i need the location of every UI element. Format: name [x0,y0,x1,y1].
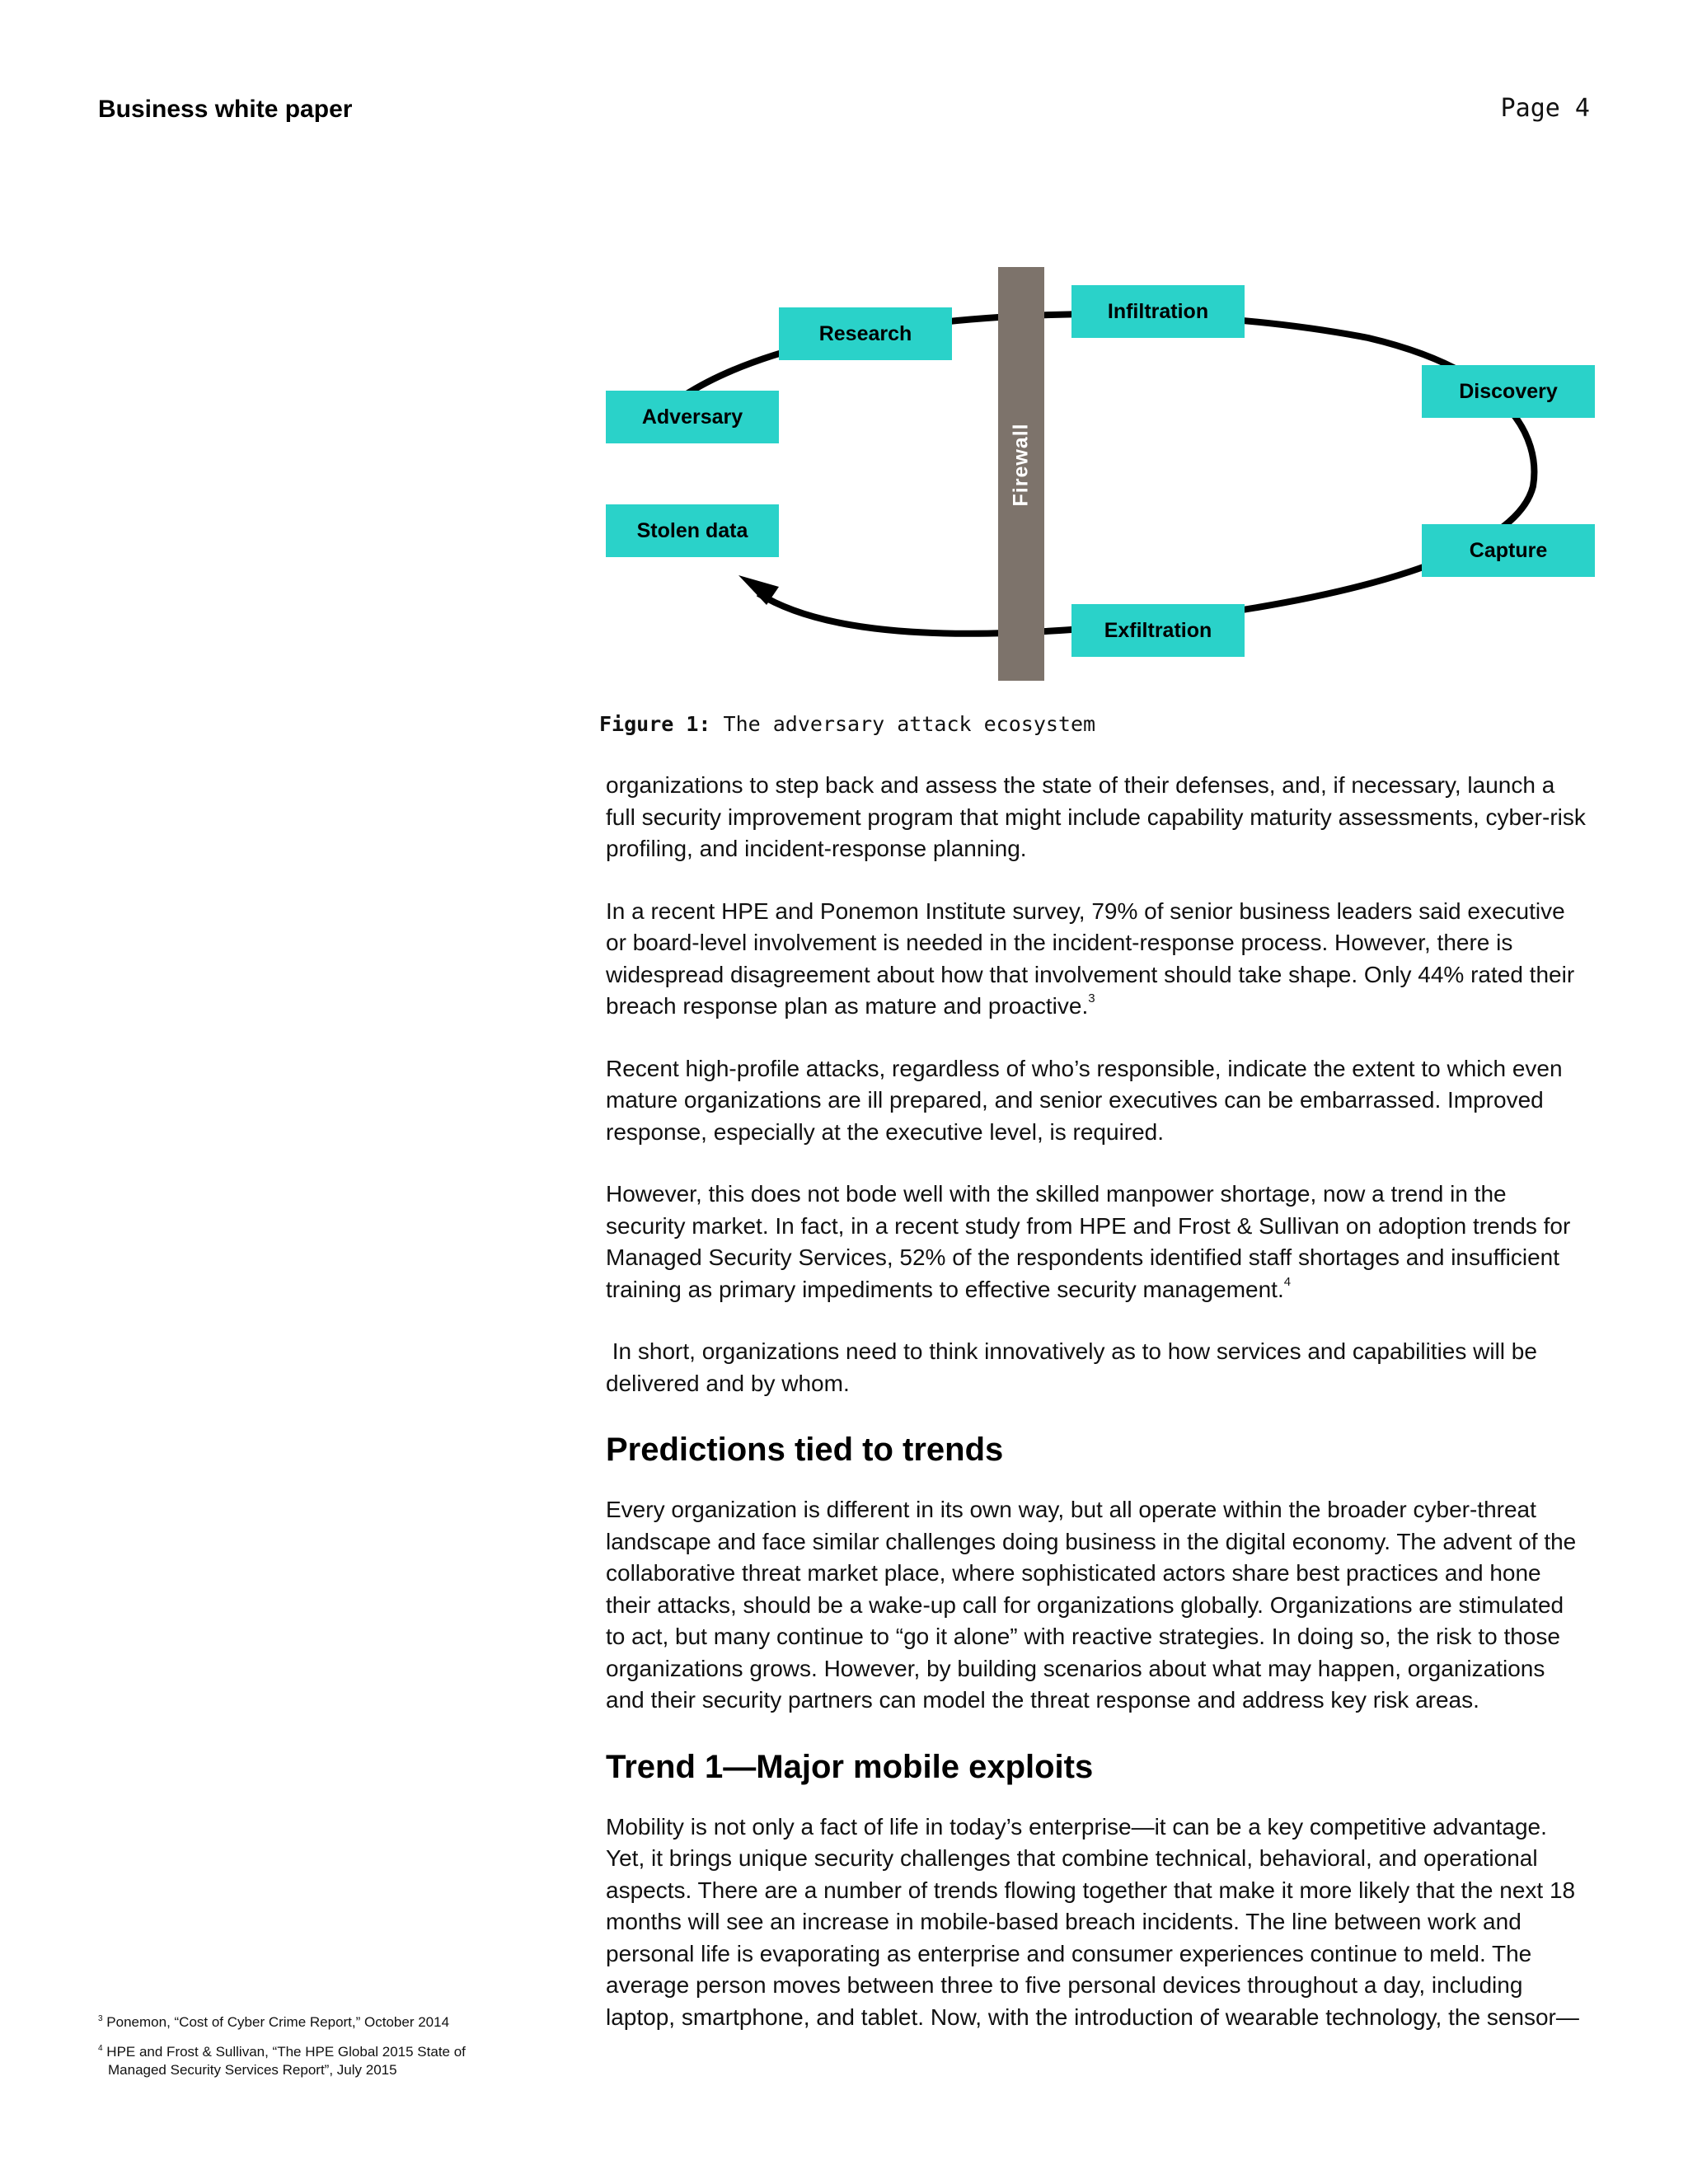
page-number: Page 4 [1500,94,1590,123]
paragraph: Mobility is not only a fact of life in today’s enterprise—it can be a key competitive advantage. Yet, it brings unique security challenges that combine technical, behavioral, and operational aspects. There are a number of trends flowing together that make it more likely that the next 18 months will see an increase in mobile-based breach incidents. The line between work and personal life is evaporating as enterprise and consumer experiences continue to meld. The average person moves between three to five personal devices throughout a day, including laptop, smartphone, and tablet. Now, with the introduction of wearable technology, the sensor— [606,1813,1579,2030]
stage-exfiltration: Exfiltration [1071,604,1245,657]
footnote-number: 4 [98,2044,103,2053]
footnote [98,2043,477,2079]
stage-capture: Capture [1422,524,1595,577]
paragraph-text: In a recent HPE and Ponemon Institute survey, 79% of senior business leaders said executive or board-level involvement is needed in the incident-response process. However, there is widespread disagreement about how that involvement should take shape. Only 44% rated their breach response plan as mature and proactive. [606,898,1575,1019]
footnote-ref: 4 [1283,1274,1292,1289]
stage-discovery: Discovery [1422,365,1595,418]
footnote [98,2013,477,2032]
paragraph [606,896,1587,1023]
figure-label: Figure 1: [599,712,711,736]
attack-cycle-path [684,314,1534,634]
footnotes [98,2013,477,2091]
footnote-text: Ponemon, “Cost of Cyber Crime Report,” October 2014 [106,2014,450,2030]
figure-caption [599,712,1095,736]
paragraph: organizations to step back and assess the state of their defenses, and, if necessary, launch a full security improvement program that might include capability maturity assessments, cyber-risk profiling, and incident-response planning. [606,772,1586,861]
section-heading-trend-1: Trend 1—Major mobile exploits [606,1748,1094,1785]
stage-infiltration: Infiltration [1071,285,1245,338]
figure-caption-text: The adversary attack ecosystem [723,712,1096,736]
main-text-column [606,770,1587,2064]
footnote-number: 3 [98,2014,103,2023]
stage-research: Research [779,307,952,360]
paragraph: In short, organizations need to think innovatively as to how services and capabilities will be delivered and by whom. [606,1338,1544,1396]
footnote-text: HPE and Frost & Sullivan, “The HPE Global 2015 State of Managed Security Services Report”, July 2015 [106,2044,466,2078]
attack-ecosystem-diagram [577,247,1607,709]
paragraph: Recent high-profile attacks, regardless of who’s responsible, indicate the extent to which even mature organizations are ill prepared, and senior executives can be embarrassed. Improved response, especially at the executive level, is required. [606,1055,1563,1145]
stage-adversary: Adversary [606,391,779,443]
paragraph-text: However, this does not bode well with the skilled manpower shortage, now a trend in the security market. In fact, in a recent study from HPE and Frost & Sullivan on adoption trends for Managed Security Services, 52% of the respondents identified staff shortages and insufficient training as primary impediments to effective security management. [606,1181,1571,1302]
section-heading-predictions: Predictions tied to trends [606,1432,1004,1468]
paragraph [606,1179,1587,1305]
document-type-title: Business white paper [98,96,353,123]
stage-stolen-data: Stolen data [606,504,779,557]
paragraph: Every organization is different in its own way, but all operate within the broader cyber-threat landscape and face similar challenges doing business in the digital economy. The advent of the collaborative threat market place, where sophisticated actors share best practices and hone their attacks, should be a wake-up call for organizations globally. Organizations are stimulated to act, but many continue to “go it alone” with reactive strategies. In doing so, the risk to those organizations grows. However, by building scenarios about what may happen, organizations and their security partners can model the threat response and address key risk areas. [606,1497,1577,1713]
footnote-ref: 3 [1088,991,1095,1005]
firewall-label: Firewall [1009,423,1033,507]
